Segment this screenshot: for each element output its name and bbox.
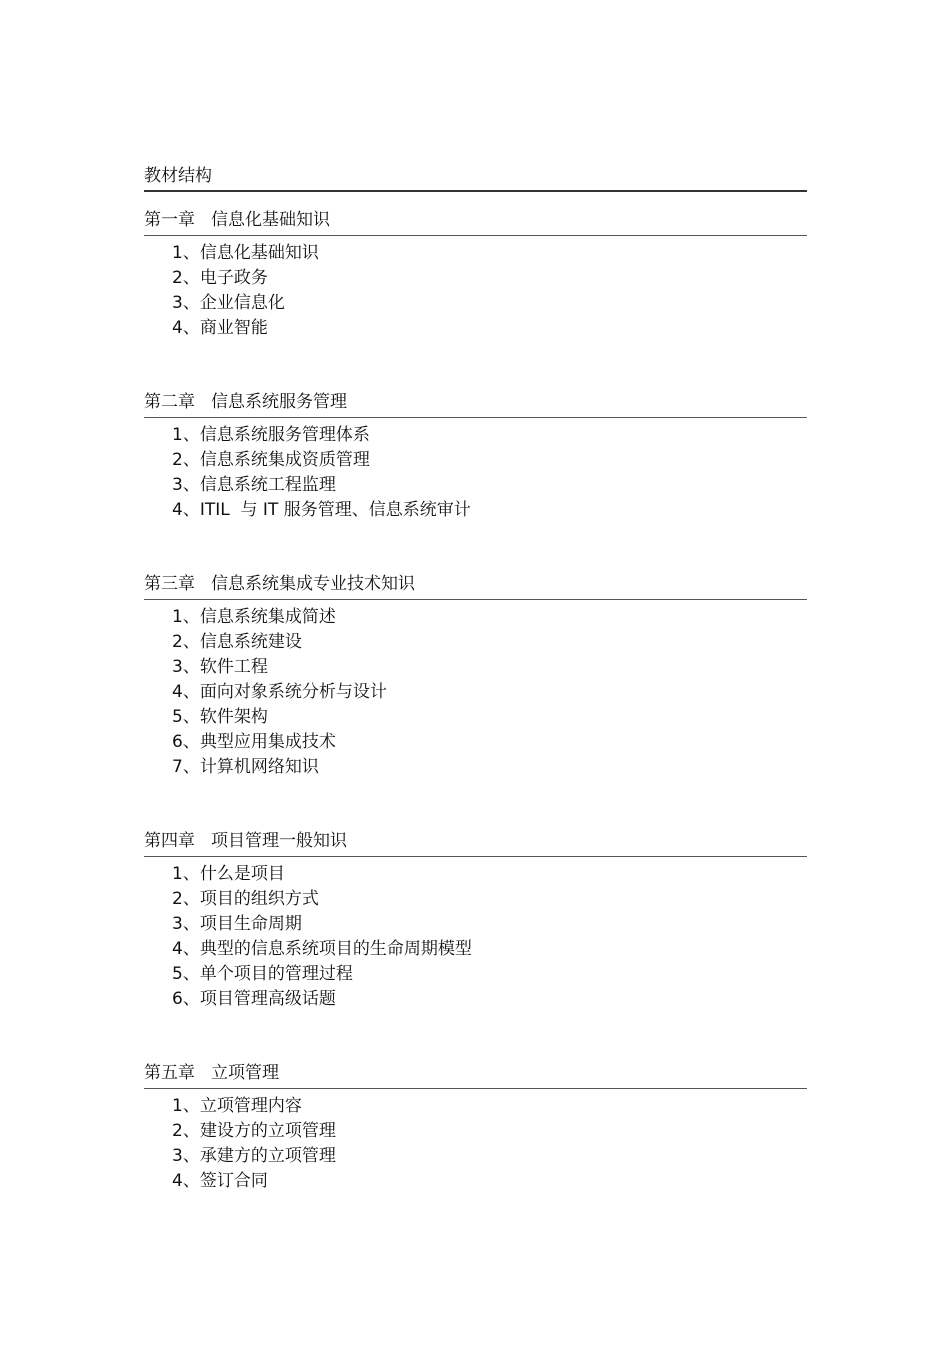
chapter-3	[144, 572, 807, 780]
chapter-heading	[144, 829, 807, 857]
section-list	[144, 605, 807, 780]
section-item: 6、典型应用集成技术	[172, 732, 336, 752]
section-item: 1、信息系统集成简述	[172, 607, 336, 627]
section-item: 7、计算机网络知识	[172, 757, 319, 777]
section-item: 2、信息系统集成资质管理	[172, 450, 370, 470]
chapter-title: 立项管理	[211, 1063, 279, 1083]
section-item: 3、企业信息化	[172, 293, 285, 313]
section-item: 6、项目管理高级话题	[172, 989, 336, 1009]
section-list	[144, 1094, 807, 1194]
section-item: 2、电子政务	[172, 268, 268, 288]
document-title: 教材结构	[144, 164, 807, 192]
section-item: 2、项目的组织方式	[172, 889, 319, 909]
section-item: 4、ITIL 与 IT 服务管理、信息系统审计	[172, 500, 471, 520]
section-item: 4、面向对象系统分析与设计	[172, 682, 387, 702]
section-list	[144, 862, 807, 1012]
section-item: 2、信息系统建设	[172, 632, 302, 652]
chapter-5	[144, 1061, 807, 1194]
section-list	[144, 423, 807, 523]
chapter-1	[144, 208, 807, 341]
chapter-heading	[144, 572, 807, 600]
chapter-title: 信息化基础知识	[211, 210, 330, 230]
chapter-title: 信息系统集成专业技术知识	[211, 574, 415, 594]
section-item: 4、签订合同	[172, 1171, 268, 1191]
section-item: 4、典型的信息系统项目的生命周期模型	[172, 939, 472, 959]
section-item: 5、软件架构	[172, 707, 268, 727]
section-item: 1、立项管理内容	[172, 1096, 302, 1116]
section-item: 5、单个项目的管理过程	[172, 964, 353, 984]
chapter-number: 第三章	[144, 574, 195, 594]
section-item: 3、项目生命周期	[172, 914, 302, 934]
chapter-heading	[144, 1061, 807, 1089]
section-item: 1、什么是项目	[172, 864, 285, 884]
chapter-number: 第二章	[144, 392, 195, 412]
section-list	[144, 241, 807, 341]
chapter-heading	[144, 208, 807, 236]
document-page	[144, 164, 807, 1194]
chapter-number: 第四章	[144, 831, 195, 851]
chapter-number: 第一章	[144, 210, 195, 230]
chapter-number: 第五章	[144, 1063, 195, 1083]
chapter-title: 项目管理一般知识	[211, 831, 347, 851]
section-item: 2、建设方的立项管理	[172, 1121, 336, 1141]
section-item: 3、信息系统工程监理	[172, 475, 336, 495]
section-item: 3、承建方的立项管理	[172, 1146, 336, 1166]
section-item: 4、商业智能	[172, 318, 268, 338]
section-item: 1、信息化基础知识	[172, 243, 319, 263]
section-item: 1、信息系统服务管理体系	[172, 425, 370, 445]
chapter-title: 信息系统服务管理	[211, 392, 347, 412]
chapter-heading	[144, 390, 807, 418]
chapter-4	[144, 829, 807, 1012]
chapter-2	[144, 390, 807, 523]
section-item: 3、软件工程	[172, 657, 268, 677]
